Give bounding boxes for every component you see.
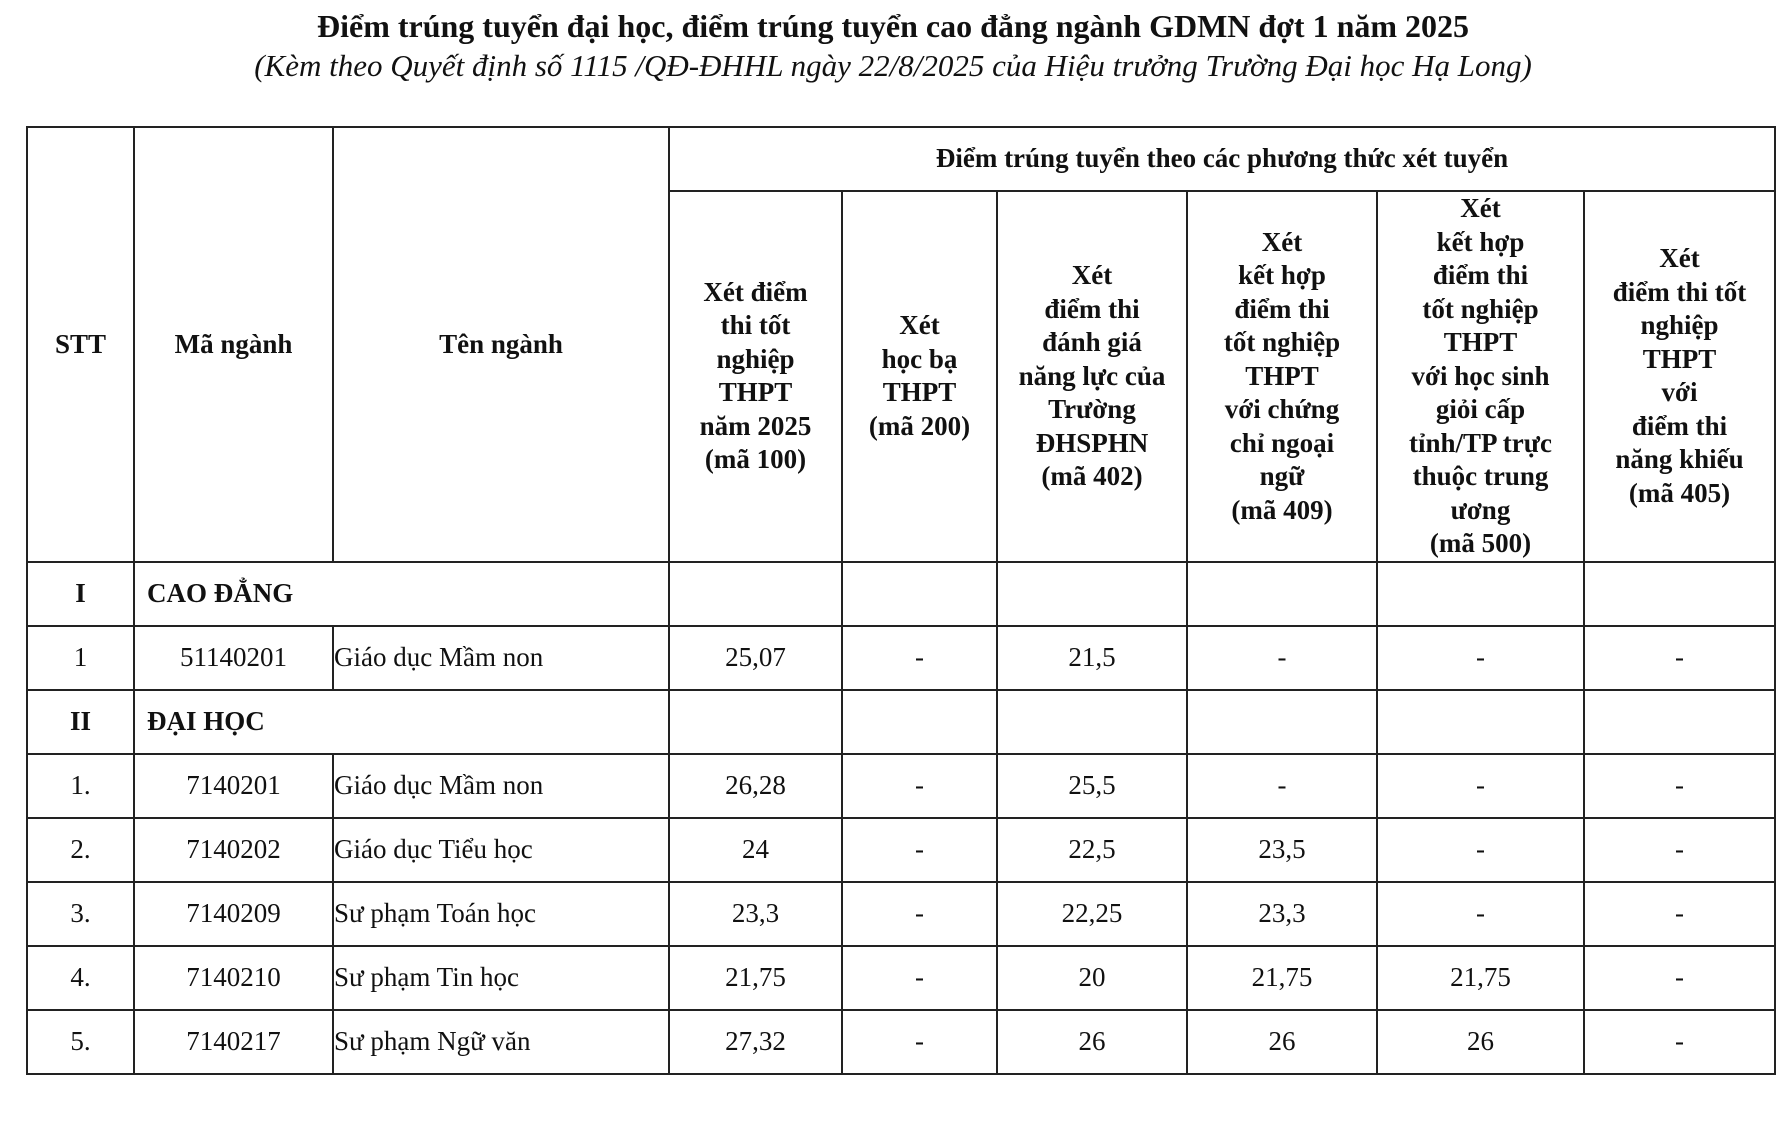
row-score: - (842, 754, 997, 818)
empty-cell (842, 690, 997, 754)
row-major-name: Giáo dục Mầm non (333, 626, 669, 690)
row-score: 26 (1187, 1010, 1377, 1074)
header-method-line: (mã 200) (868, 410, 971, 441)
row-score: - (1187, 626, 1377, 690)
header-method-line: tỉnh/TP trực (1409, 427, 1552, 458)
row-major-code: 51140201 (134, 626, 333, 690)
section-name: CAO ĐẲNG (134, 562, 669, 626)
row-score: 21,75 (1377, 946, 1584, 1010)
table-row (27, 754, 1775, 818)
empty-cell (1584, 690, 1775, 754)
empty-cell (669, 562, 842, 626)
empty-cell (842, 562, 997, 626)
header-method-line: Xét (899, 310, 940, 341)
admission-scores-table (26, 126, 1776, 1075)
row-score: - (842, 882, 997, 946)
row-stt: 1 (27, 626, 134, 690)
header-admission-methods: Điểm trúng tuyển theo các phương thức xét tuyển (669, 127, 1775, 191)
row-stt: 2. (27, 818, 134, 882)
header-method-line: Xét (1071, 260, 1113, 290)
header-method-line: học bạ (881, 343, 958, 374)
header-method-line: Xét (1659, 243, 1700, 274)
header-method-line: chỉ ngoại (1229, 427, 1335, 458)
header-method-line: năng lực của (1018, 360, 1166, 391)
header-method-line: THPT (1642, 343, 1717, 374)
header-method-line: với chứng (1224, 394, 1340, 424)
header-method-line: giỏi cấp (1435, 394, 1526, 424)
header-method-line: (mã 405) (1628, 477, 1731, 508)
document-header (0, 6, 1786, 86)
table-row (27, 1010, 1775, 1074)
header-method-402 (997, 191, 1187, 562)
row-score: - (1377, 818, 1584, 882)
header-method-line: thi tốt (720, 310, 791, 341)
header-method-line: Trường (1048, 394, 1136, 424)
header-method-line: điểm thi (1234, 293, 1330, 324)
row-score: - (1584, 882, 1775, 946)
row-score: - (1377, 882, 1584, 946)
row-score: 26 (997, 1010, 1187, 1074)
row-score: 23,5 (1187, 818, 1377, 882)
row-score: - (1584, 818, 1775, 882)
header-method-200 (842, 191, 997, 562)
header-major-name: Tên ngành (333, 127, 669, 562)
header-method-line: thuộc trung (1412, 461, 1549, 491)
header-method-line: tốt nghiệp (1422, 293, 1539, 324)
table-row (27, 946, 1775, 1010)
row-score: - (842, 626, 997, 690)
header-method-500 (1377, 191, 1584, 562)
row-major-code: 7140202 (134, 818, 333, 882)
section-name: ĐẠI HỌC (134, 690, 669, 754)
row-major-name: Sư phạm Ngữ văn (333, 1010, 669, 1074)
section-row (27, 562, 1775, 626)
row-major-code: 7140209 (134, 882, 333, 946)
row-major-name: Giáo dục Tiểu học (333, 818, 669, 882)
row-major-code: 7140210 (134, 946, 333, 1010)
header-method-line: kết hợp (1436, 226, 1525, 257)
empty-cell (1187, 562, 1377, 626)
row-score: 21,75 (1187, 946, 1377, 1010)
section-number: I (27, 562, 134, 626)
header-method-line: năng khiếu (1615, 444, 1744, 475)
header-method-409 (1187, 191, 1377, 562)
header-method-line: với học sinh (1411, 360, 1550, 391)
header-method-line: (mã 409) (1231, 494, 1333, 525)
header-method-line: điểm thi (1432, 260, 1529, 290)
row-score: 25,07 (669, 626, 842, 690)
header-method-line: nghiệp (1640, 310, 1719, 341)
empty-cell (1584, 562, 1775, 626)
header-method-line: tốt nghiệp (1223, 327, 1341, 357)
header-method-100 (669, 191, 842, 562)
header-method-line: (mã 500) (1429, 528, 1532, 558)
section-number: II (27, 690, 134, 754)
row-major-name: Giáo dục Mầm non (333, 754, 669, 818)
row-score: - (1377, 626, 1584, 690)
header-method-line: Xét (1261, 226, 1303, 257)
row-score: 26,28 (669, 754, 842, 818)
header-method-line: THPT (718, 377, 793, 408)
header-method-line: Xét điểm (703, 276, 808, 307)
row-score: - (842, 946, 997, 1010)
header-method-line: Xét (1460, 193, 1501, 223)
row-score: 23,3 (1187, 882, 1377, 946)
empty-cell (1377, 562, 1584, 626)
row-score: 24 (669, 818, 842, 882)
header-method-line: (mã 100) (704, 444, 807, 475)
row-score: - (1584, 946, 1775, 1010)
header-method-line: THPT (882, 377, 957, 408)
header-major-code: Mã ngành (134, 127, 333, 562)
header-method-line: THPT (1245, 360, 1319, 391)
row-score: - (1584, 754, 1775, 818)
row-score: 21,75 (669, 946, 842, 1010)
header-method-line: điểm thi (1044, 293, 1140, 324)
header-method-line: kết hợp (1238, 260, 1326, 290)
header-method-line: năm 2025 (699, 410, 812, 441)
row-score: 23,3 (669, 882, 842, 946)
table-row (27, 882, 1775, 946)
section-row (27, 690, 1775, 754)
row-stt: 1. (27, 754, 134, 818)
row-major-name: Sư phạm Toán học (333, 882, 669, 946)
table-row (27, 818, 1775, 882)
row-score: - (1377, 754, 1584, 818)
row-score: 22,5 (997, 818, 1187, 882)
row-score: - (1584, 626, 1775, 690)
row-score: 21,5 (997, 626, 1187, 690)
row-major-name: Sư phạm Tin học (333, 946, 669, 1010)
table-body (27, 562, 1775, 1074)
document-title: Điểm trúng tuyển đại học, điểm trúng tuyển cao đẳng ngành GDMN đợt 1 năm 2025 (316, 8, 1470, 44)
empty-cell (1377, 690, 1584, 754)
header-method-line: (mã 402) (1041, 461, 1143, 491)
header-stt: STT (27, 127, 134, 562)
header-method-405 (1584, 191, 1775, 562)
header-method-line: điểm thi tốt (1612, 276, 1747, 307)
header-method-line: ĐHSPHN (1035, 427, 1149, 458)
row-score: 25,5 (997, 754, 1187, 818)
row-score: 27,32 (669, 1010, 842, 1074)
row-major-code: 7140217 (134, 1010, 333, 1074)
row-score: 22,25 (997, 882, 1187, 946)
header-method-line: nghiệp (716, 343, 795, 374)
header-method-line: ương (1450, 494, 1511, 525)
row-score: - (1584, 1010, 1775, 1074)
empty-cell (997, 690, 1187, 754)
header-method-line: ngữ (1259, 461, 1305, 491)
header-method-line: THPT (1443, 327, 1518, 357)
row-score: 26 (1377, 1010, 1584, 1074)
table-row (27, 626, 1775, 690)
row-stt: 4. (27, 946, 134, 1010)
row-stt: 5. (27, 1010, 134, 1074)
empty-cell (997, 562, 1187, 626)
row-stt: 3. (27, 882, 134, 946)
document-subtitle: (Kèm theo Quyết định số 1115 /QĐ-ĐHHL ngày 22/8/2025 của Hiệu trưởng Trường Đại học Hạ Long) (254, 48, 1532, 83)
header-method-line: điểm thi (1631, 410, 1728, 441)
row-score: - (842, 1010, 997, 1074)
header-method-line: với (1661, 377, 1698, 408)
row-score: - (1187, 754, 1377, 818)
empty-cell (669, 690, 842, 754)
header-method-line: đánh giá (1042, 327, 1142, 357)
row-score: - (842, 818, 997, 882)
empty-cell (1187, 690, 1377, 754)
row-major-code: 7140201 (134, 754, 333, 818)
row-score: 20 (997, 946, 1187, 1010)
